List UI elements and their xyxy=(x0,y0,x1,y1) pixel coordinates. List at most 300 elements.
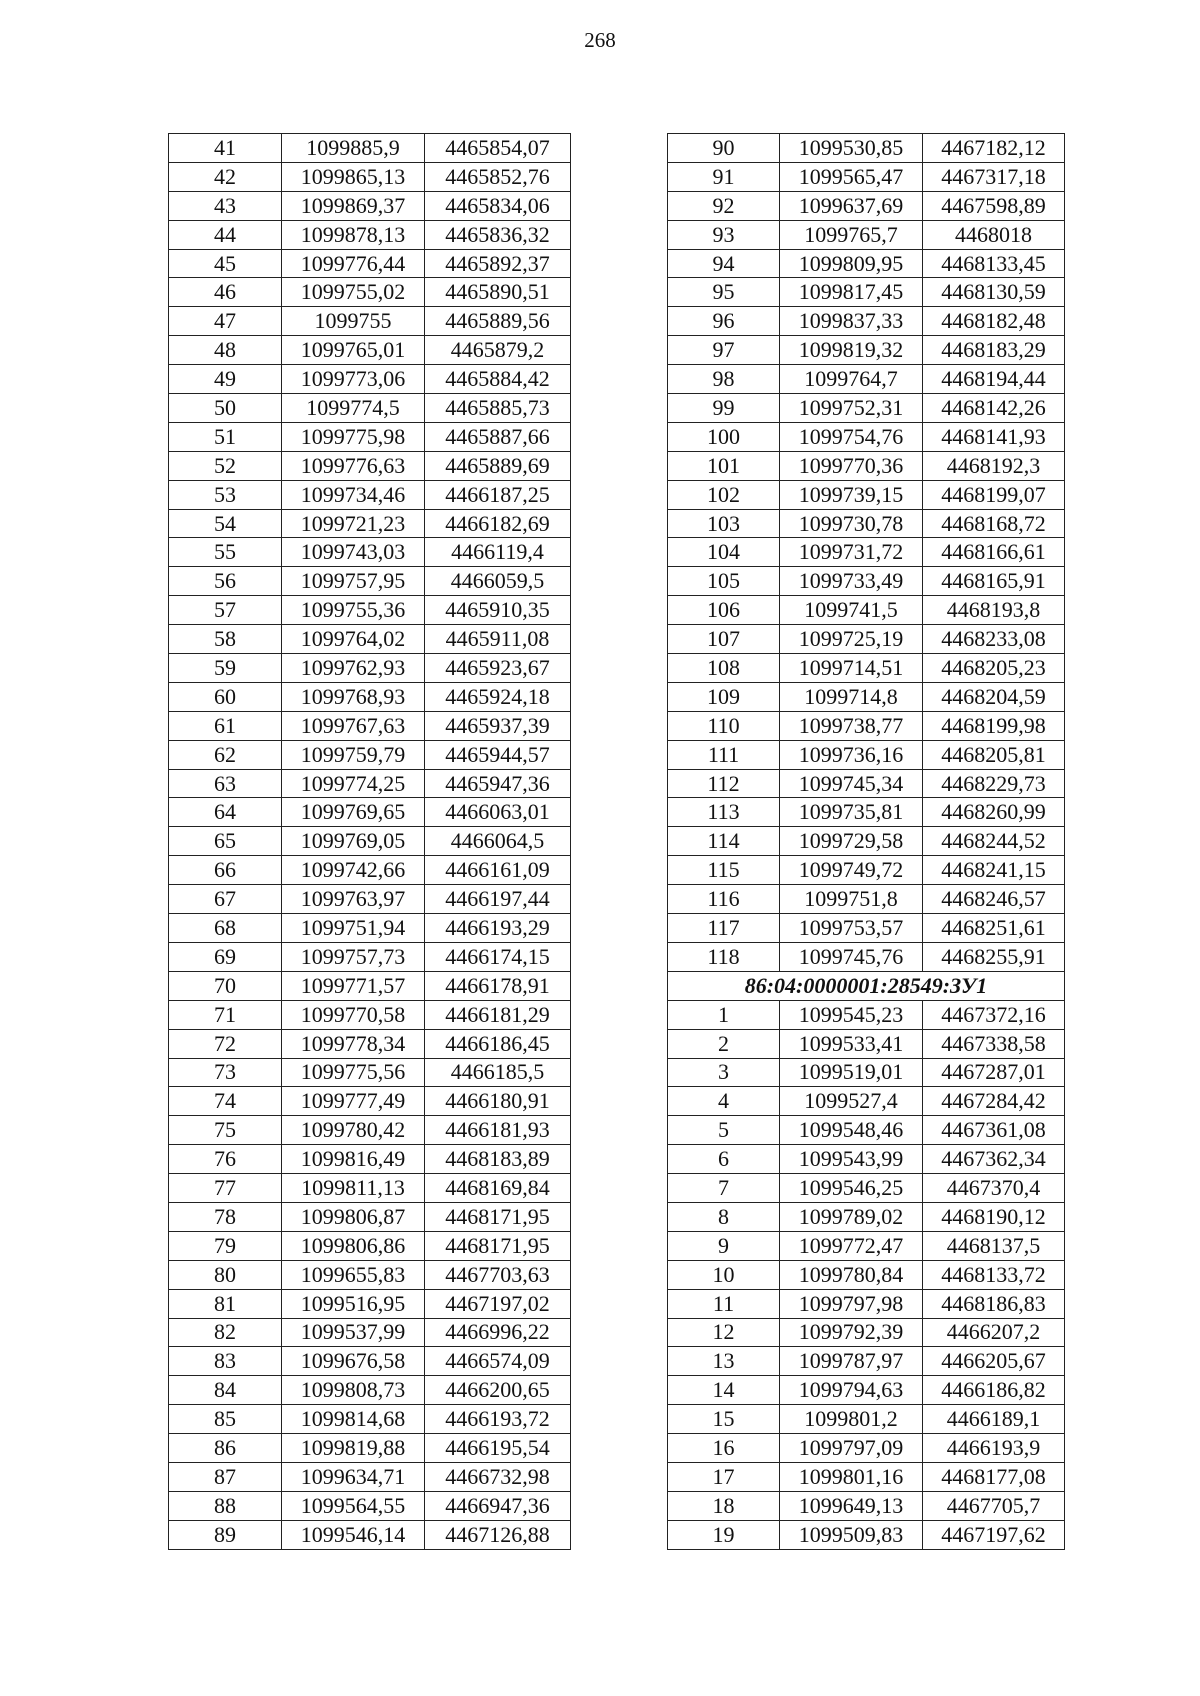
point-number-cell: 64 xyxy=(169,798,282,827)
table-row xyxy=(169,625,571,654)
x-coordinate-cell: 1099742,66 xyxy=(282,856,425,885)
table-row xyxy=(668,278,1065,307)
y-coordinate-cell: 4465892,37 xyxy=(425,249,571,278)
table-row xyxy=(169,538,571,567)
y-coordinate-cell: 4468255,91 xyxy=(923,942,1065,971)
point-number-cell: 50 xyxy=(169,394,282,423)
x-coordinate-cell: 1099754,76 xyxy=(780,422,923,451)
point-number-cell: 91 xyxy=(668,162,780,191)
point-number-cell: 53 xyxy=(169,480,282,509)
point-number-cell: 107 xyxy=(668,625,780,654)
y-coordinate-cell: 4466193,9 xyxy=(923,1434,1065,1463)
x-coordinate-cell: 1099780,84 xyxy=(780,1260,923,1289)
table-row xyxy=(169,885,571,914)
table-row xyxy=(169,769,571,798)
x-coordinate-cell: 1099751,8 xyxy=(780,885,923,914)
y-coordinate-cell: 4467705,7 xyxy=(923,1491,1065,1520)
y-coordinate-cell: 4468233,08 xyxy=(923,625,1065,654)
x-coordinate-cell: 1099743,03 xyxy=(282,538,425,567)
table-row xyxy=(668,798,1065,827)
point-number-cell: 6 xyxy=(668,1145,780,1174)
table-row xyxy=(668,1491,1065,1520)
table-row xyxy=(169,336,571,365)
point-number-cell: 79 xyxy=(169,1231,282,1260)
point-number-cell: 15 xyxy=(668,1405,780,1434)
y-coordinate-cell: 4465884,42 xyxy=(425,365,571,394)
y-coordinate-cell: 4466732,98 xyxy=(425,1462,571,1491)
table-row xyxy=(169,480,571,509)
x-coordinate-cell: 1099789,02 xyxy=(780,1202,923,1231)
table-row xyxy=(668,134,1065,163)
table-row xyxy=(668,162,1065,191)
point-number-cell: 16 xyxy=(668,1434,780,1463)
x-coordinate-cell: 1099771,57 xyxy=(282,971,425,1000)
point-number-cell: 70 xyxy=(169,971,282,1000)
y-coordinate-cell: 4468241,15 xyxy=(923,856,1065,885)
x-coordinate-cell: 1099787,97 xyxy=(780,1347,923,1376)
x-coordinate-cell: 1099546,14 xyxy=(282,1520,425,1549)
y-coordinate-cell: 4466205,67 xyxy=(923,1347,1065,1376)
x-coordinate-cell: 1099759,79 xyxy=(282,740,425,769)
y-coordinate-cell: 4466182,69 xyxy=(425,509,571,538)
y-coordinate-cell: 4466178,91 xyxy=(425,971,571,1000)
table-row xyxy=(169,422,571,451)
y-coordinate-cell: 4468260,99 xyxy=(923,798,1065,827)
point-number-cell: 4 xyxy=(668,1087,780,1116)
y-coordinate-cell: 4465885,73 xyxy=(425,394,571,423)
x-coordinate-cell: 1099865,13 xyxy=(282,162,425,191)
y-coordinate-cell: 4467703,63 xyxy=(425,1260,571,1289)
point-number-cell: 65 xyxy=(169,827,282,856)
y-coordinate-cell: 4467317,18 xyxy=(923,162,1065,191)
point-number-cell: 54 xyxy=(169,509,282,538)
table-row xyxy=(668,1289,1065,1318)
point-number-cell: 3 xyxy=(668,1058,780,1087)
y-coordinate-cell: 4468142,26 xyxy=(923,394,1065,423)
point-number-cell: 81 xyxy=(169,1289,282,1318)
table-row xyxy=(668,1260,1065,1289)
y-coordinate-cell: 4466059,5 xyxy=(425,567,571,596)
y-coordinate-cell: 4468133,72 xyxy=(923,1260,1065,1289)
table-row xyxy=(169,1376,571,1405)
point-number-cell: 69 xyxy=(169,942,282,971)
x-coordinate-cell: 1099757,73 xyxy=(282,942,425,971)
table-row xyxy=(668,451,1065,480)
table-row xyxy=(668,856,1065,885)
y-coordinate-cell: 4468251,61 xyxy=(923,914,1065,943)
point-number-cell: 93 xyxy=(668,220,780,249)
point-number-cell: 60 xyxy=(169,682,282,711)
point-number-cell: 63 xyxy=(169,769,282,798)
y-coordinate-cell: 4468229,73 xyxy=(923,769,1065,798)
y-coordinate-cell: 4465910,35 xyxy=(425,596,571,625)
y-coordinate-cell: 4468192,3 xyxy=(923,451,1065,480)
table-row xyxy=(668,596,1065,625)
x-coordinate-cell: 1099565,47 xyxy=(780,162,923,191)
y-coordinate-cell: 4465834,06 xyxy=(425,191,571,220)
point-number-cell: 83 xyxy=(169,1347,282,1376)
y-coordinate-cell: 4467182,12 xyxy=(923,134,1065,163)
x-coordinate-cell: 1099764,7 xyxy=(780,365,923,394)
y-coordinate-cell: 4465889,56 xyxy=(425,307,571,336)
x-coordinate-cell: 1099817,45 xyxy=(780,278,923,307)
point-number-cell: 44 xyxy=(169,220,282,249)
x-coordinate-cell: 1099797,98 xyxy=(780,1289,923,1318)
point-number-cell: 5 xyxy=(668,1116,780,1145)
x-coordinate-cell: 1099509,83 xyxy=(780,1520,923,1549)
point-number-cell: 19 xyxy=(668,1520,780,1549)
table-row xyxy=(668,1174,1065,1203)
x-coordinate-cell: 1099774,5 xyxy=(282,394,425,423)
y-coordinate-cell: 4468182,48 xyxy=(923,307,1065,336)
y-coordinate-cell: 4468183,89 xyxy=(425,1145,571,1174)
point-number-cell: 8 xyxy=(668,1202,780,1231)
x-coordinate-cell: 1099816,49 xyxy=(282,1145,425,1174)
y-coordinate-cell: 4467370,4 xyxy=(923,1174,1065,1203)
table-row xyxy=(169,1260,571,1289)
table-row xyxy=(169,307,571,336)
y-coordinate-cell: 4466189,1 xyxy=(923,1405,1065,1434)
x-coordinate-cell: 1099735,81 xyxy=(780,798,923,827)
point-number-cell: 59 xyxy=(169,654,282,683)
table-row xyxy=(668,1520,1065,1549)
table-row xyxy=(668,914,1065,943)
point-number-cell: 1 xyxy=(668,1000,780,1029)
point-number-cell: 80 xyxy=(169,1260,282,1289)
x-coordinate-cell: 1099755 xyxy=(282,307,425,336)
x-coordinate-cell: 1099776,44 xyxy=(282,249,425,278)
parcel-section-title: 86:04:0000001:28549:ЗУ1 xyxy=(668,971,1065,1000)
point-number-cell: 2 xyxy=(668,1029,780,1058)
x-coordinate-cell: 1099769,65 xyxy=(282,798,425,827)
coordinates-table-left-body xyxy=(169,134,571,1550)
x-coordinate-cell: 1099527,4 xyxy=(780,1087,923,1116)
table-row xyxy=(668,509,1065,538)
table-row xyxy=(668,740,1065,769)
x-coordinate-cell: 1099637,69 xyxy=(780,191,923,220)
y-coordinate-cell: 4465923,67 xyxy=(425,654,571,683)
x-coordinate-cell: 1099753,57 xyxy=(780,914,923,943)
point-number-cell: 104 xyxy=(668,538,780,567)
table-row xyxy=(668,394,1065,423)
x-coordinate-cell: 1099751,94 xyxy=(282,914,425,943)
table-row xyxy=(668,1202,1065,1231)
table-row xyxy=(668,480,1065,509)
y-coordinate-cell: 4465887,66 xyxy=(425,422,571,451)
y-coordinate-cell: 4465944,57 xyxy=(425,740,571,769)
point-number-cell: 61 xyxy=(169,711,282,740)
x-coordinate-cell: 1099780,42 xyxy=(282,1116,425,1145)
point-number-cell: 75 xyxy=(169,1116,282,1145)
table-row xyxy=(668,625,1065,654)
point-number-cell: 73 xyxy=(169,1058,282,1087)
table-row xyxy=(668,1000,1065,1029)
table-row xyxy=(668,365,1065,394)
y-coordinate-cell: 4468130,59 xyxy=(923,278,1065,307)
point-number-cell: 17 xyxy=(668,1462,780,1491)
point-number-cell: 106 xyxy=(668,596,780,625)
point-number-cell: 51 xyxy=(169,422,282,451)
table-row xyxy=(169,220,571,249)
x-coordinate-cell: 1099548,46 xyxy=(780,1116,923,1145)
y-coordinate-cell: 4465889,69 xyxy=(425,451,571,480)
y-coordinate-cell: 4467372,16 xyxy=(923,1000,1065,1029)
table-row xyxy=(169,856,571,885)
y-coordinate-cell: 4467598,89 xyxy=(923,191,1065,220)
table-row xyxy=(169,1116,571,1145)
point-number-cell: 89 xyxy=(169,1520,282,1549)
x-coordinate-cell: 1099801,2 xyxy=(780,1405,923,1434)
x-coordinate-cell: 1099755,36 xyxy=(282,596,425,625)
x-coordinate-cell: 1099745,76 xyxy=(780,942,923,971)
y-coordinate-cell: 4468018 xyxy=(923,220,1065,249)
x-coordinate-cell: 1099734,46 xyxy=(282,480,425,509)
x-coordinate-cell: 1099808,73 xyxy=(282,1376,425,1405)
y-coordinate-cell: 4468133,45 xyxy=(923,249,1065,278)
table-row xyxy=(169,740,571,769)
table-row xyxy=(169,1434,571,1463)
y-coordinate-cell: 4468205,23 xyxy=(923,654,1065,683)
x-coordinate-cell: 1099770,58 xyxy=(282,1000,425,1029)
table-row xyxy=(668,1347,1065,1376)
table-row xyxy=(169,1029,571,1058)
table-row xyxy=(668,307,1065,336)
x-coordinate-cell: 1099745,34 xyxy=(780,769,923,798)
table-row xyxy=(169,394,571,423)
y-coordinate-cell: 4466064,5 xyxy=(425,827,571,856)
x-coordinate-cell: 1099634,71 xyxy=(282,1462,425,1491)
x-coordinate-cell: 1099739,15 xyxy=(780,480,923,509)
y-coordinate-cell: 4468171,95 xyxy=(425,1202,571,1231)
y-coordinate-cell: 4467197,62 xyxy=(923,1520,1065,1549)
point-number-cell: 97 xyxy=(668,336,780,365)
y-coordinate-cell: 4465879,2 xyxy=(425,336,571,365)
x-coordinate-cell: 1099537,99 xyxy=(282,1318,425,1347)
table-row xyxy=(169,162,571,191)
y-coordinate-cell: 4467126,88 xyxy=(425,1520,571,1549)
page-number: 268 xyxy=(584,28,616,52)
x-coordinate-cell: 1099776,63 xyxy=(282,451,425,480)
y-coordinate-cell: 4467362,34 xyxy=(923,1145,1065,1174)
table-row xyxy=(169,1520,571,1549)
point-number-cell: 49 xyxy=(169,365,282,394)
table-row xyxy=(668,1116,1065,1145)
x-coordinate-cell: 1099773,06 xyxy=(282,365,425,394)
x-coordinate-cell: 1099749,72 xyxy=(780,856,923,885)
point-number-cell: 113 xyxy=(668,798,780,827)
table-row xyxy=(668,1434,1065,1463)
table-row xyxy=(169,1318,571,1347)
y-coordinate-cell: 4466947,36 xyxy=(425,1491,571,1520)
x-coordinate-cell: 1099731,72 xyxy=(780,538,923,567)
point-number-cell: 55 xyxy=(169,538,282,567)
point-number-cell: 82 xyxy=(169,1318,282,1347)
y-coordinate-cell: 4468186,83 xyxy=(923,1289,1065,1318)
y-coordinate-cell: 4468177,08 xyxy=(923,1462,1065,1491)
table-row xyxy=(668,1145,1065,1174)
table-row xyxy=(668,827,1065,856)
y-coordinate-cell: 4465890,51 xyxy=(425,278,571,307)
y-coordinate-cell: 4466174,15 xyxy=(425,942,571,971)
table-row xyxy=(668,567,1065,596)
y-coordinate-cell: 4467338,58 xyxy=(923,1029,1065,1058)
y-coordinate-cell: 4468193,8 xyxy=(923,596,1065,625)
table-row xyxy=(668,191,1065,220)
point-number-cell: 118 xyxy=(668,942,780,971)
y-coordinate-cell: 4468199,98 xyxy=(923,711,1065,740)
point-number-cell: 58 xyxy=(169,625,282,654)
point-number-cell: 109 xyxy=(668,682,780,711)
y-coordinate-cell: 4467287,01 xyxy=(923,1058,1065,1087)
point-number-cell: 10 xyxy=(668,1260,780,1289)
y-coordinate-cell: 4465947,36 xyxy=(425,769,571,798)
x-coordinate-cell: 1099767,63 xyxy=(282,711,425,740)
x-coordinate-cell: 1099762,93 xyxy=(282,654,425,683)
point-number-cell: 95 xyxy=(668,278,780,307)
y-coordinate-cell: 4466996,22 xyxy=(425,1318,571,1347)
point-number-cell: 56 xyxy=(169,567,282,596)
y-coordinate-cell: 4465911,08 xyxy=(425,625,571,654)
table-row xyxy=(169,654,571,683)
table-row xyxy=(169,567,571,596)
y-coordinate-cell: 4466185,5 xyxy=(425,1058,571,1087)
y-coordinate-cell: 4466574,09 xyxy=(425,1347,571,1376)
table-row xyxy=(668,942,1065,971)
x-coordinate-cell: 1099533,41 xyxy=(780,1029,923,1058)
x-coordinate-cell: 1099714,8 xyxy=(780,682,923,711)
y-coordinate-cell: 4466181,29 xyxy=(425,1000,571,1029)
y-coordinate-cell: 4466186,45 xyxy=(425,1029,571,1058)
x-coordinate-cell: 1099837,33 xyxy=(780,307,923,336)
point-number-cell: 108 xyxy=(668,654,780,683)
y-coordinate-cell: 4466119,4 xyxy=(425,538,571,567)
x-coordinate-cell: 1099869,37 xyxy=(282,191,425,220)
point-number-cell: 72 xyxy=(169,1029,282,1058)
point-number-cell: 68 xyxy=(169,914,282,943)
x-coordinate-cell: 1099676,58 xyxy=(282,1347,425,1376)
x-coordinate-cell: 1099774,25 xyxy=(282,769,425,798)
y-coordinate-cell: 4468244,52 xyxy=(923,827,1065,856)
y-coordinate-cell: 4468169,84 xyxy=(425,1174,571,1203)
x-coordinate-cell: 1099738,77 xyxy=(780,711,923,740)
x-coordinate-cell: 1099809,95 xyxy=(780,249,923,278)
y-coordinate-cell: 4467197,02 xyxy=(425,1289,571,1318)
point-number-cell: 85 xyxy=(169,1405,282,1434)
point-number-cell: 41 xyxy=(169,134,282,163)
table-row xyxy=(169,249,571,278)
point-number-cell: 92 xyxy=(668,191,780,220)
x-coordinate-cell: 1099814,68 xyxy=(282,1405,425,1434)
point-number-cell: 86 xyxy=(169,1434,282,1463)
table-row xyxy=(169,191,571,220)
y-coordinate-cell: 4466193,29 xyxy=(425,914,571,943)
table-row xyxy=(668,538,1065,567)
y-coordinate-cell: 4468137,5 xyxy=(923,1231,1065,1260)
point-number-cell: 78 xyxy=(169,1202,282,1231)
table-row xyxy=(169,682,571,711)
table-row xyxy=(169,134,571,163)
y-coordinate-cell: 4468190,12 xyxy=(923,1202,1065,1231)
y-coordinate-cell: 4466207,2 xyxy=(923,1318,1065,1347)
x-coordinate-cell: 1099530,85 xyxy=(780,134,923,163)
y-coordinate-cell: 4465937,39 xyxy=(425,711,571,740)
x-coordinate-cell: 1099819,88 xyxy=(282,1434,425,1463)
point-number-cell: 52 xyxy=(169,451,282,480)
x-coordinate-cell: 1099769,05 xyxy=(282,827,425,856)
point-number-cell: 67 xyxy=(169,885,282,914)
point-number-cell: 42 xyxy=(169,162,282,191)
table-row xyxy=(169,596,571,625)
x-coordinate-cell: 1099768,93 xyxy=(282,682,425,711)
table-row xyxy=(169,798,571,827)
x-coordinate-cell: 1099714,51 xyxy=(780,654,923,683)
point-number-cell: 13 xyxy=(668,1347,780,1376)
point-number-cell: 12 xyxy=(668,1318,780,1347)
x-coordinate-cell: 1099801,16 xyxy=(780,1462,923,1491)
x-coordinate-cell: 1099806,87 xyxy=(282,1202,425,1231)
table-row xyxy=(169,451,571,480)
point-number-cell: 47 xyxy=(169,307,282,336)
x-coordinate-cell: 1099777,49 xyxy=(282,1087,425,1116)
table-row xyxy=(668,249,1065,278)
point-number-cell: 46 xyxy=(169,278,282,307)
y-coordinate-cell: 4466195,54 xyxy=(425,1434,571,1463)
x-coordinate-cell: 1099721,23 xyxy=(282,509,425,538)
table-row xyxy=(169,711,571,740)
x-coordinate-cell: 1099730,78 xyxy=(780,509,923,538)
x-coordinate-cell: 1099765,7 xyxy=(780,220,923,249)
y-coordinate-cell: 4468168,72 xyxy=(923,509,1065,538)
x-coordinate-cell: 1099755,02 xyxy=(282,278,425,307)
y-coordinate-cell: 4466186,82 xyxy=(923,1376,1065,1405)
y-coordinate-cell: 4468205,81 xyxy=(923,740,1065,769)
point-number-cell: 98 xyxy=(668,365,780,394)
point-number-cell: 94 xyxy=(668,249,780,278)
point-number-cell: 96 xyxy=(668,307,780,336)
point-number-cell: 105 xyxy=(668,567,780,596)
table-row xyxy=(169,365,571,394)
table-row xyxy=(668,885,1065,914)
point-number-cell: 111 xyxy=(668,740,780,769)
x-coordinate-cell: 1099775,98 xyxy=(282,422,425,451)
x-coordinate-cell: 1099649,13 xyxy=(780,1491,923,1520)
point-number-cell: 102 xyxy=(668,480,780,509)
coordinates-table-left xyxy=(168,133,571,1550)
y-coordinate-cell: 4468199,07 xyxy=(923,480,1065,509)
point-number-cell: 115 xyxy=(668,856,780,885)
y-coordinate-cell: 4466187,25 xyxy=(425,480,571,509)
table-row xyxy=(169,1347,571,1376)
x-coordinate-cell: 1099545,23 xyxy=(780,1000,923,1029)
y-coordinate-cell: 4466193,72 xyxy=(425,1405,571,1434)
table-row xyxy=(169,1405,571,1434)
point-number-cell: 110 xyxy=(668,711,780,740)
point-number-cell: 9 xyxy=(668,1231,780,1260)
point-number-cell: 101 xyxy=(668,451,780,480)
x-coordinate-cell: 1099797,09 xyxy=(780,1434,923,1463)
x-coordinate-cell: 1099763,97 xyxy=(282,885,425,914)
point-number-cell: 116 xyxy=(668,885,780,914)
table-row xyxy=(169,1087,571,1116)
y-coordinate-cell: 4468204,59 xyxy=(923,682,1065,711)
x-coordinate-cell: 1099752,31 xyxy=(780,394,923,423)
y-coordinate-cell: 4465924,18 xyxy=(425,682,571,711)
table-row xyxy=(668,769,1065,798)
point-number-cell: 45 xyxy=(169,249,282,278)
coordinates-table-right-body xyxy=(668,134,1065,1550)
table-row xyxy=(668,1318,1065,1347)
table-row xyxy=(169,1058,571,1087)
